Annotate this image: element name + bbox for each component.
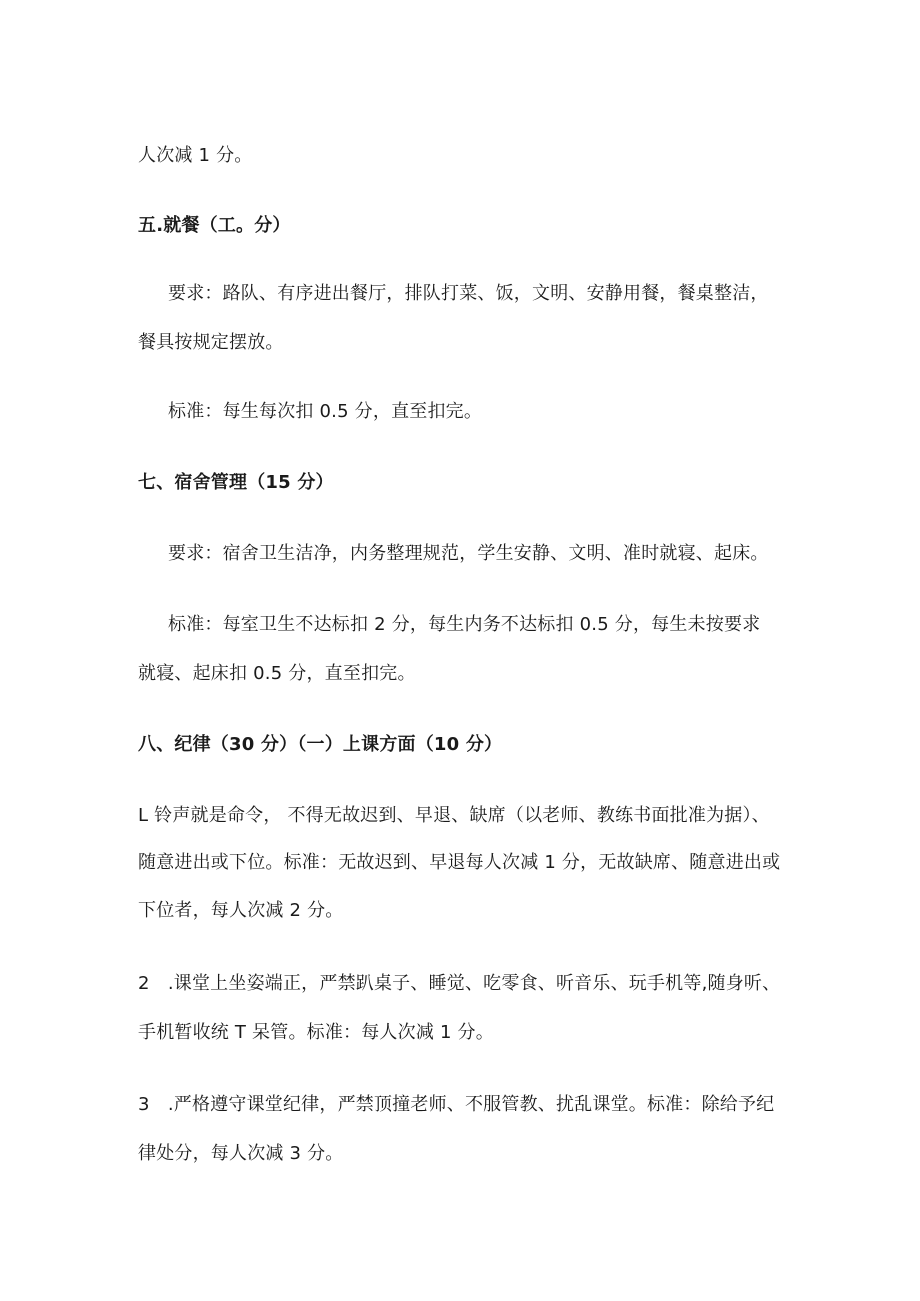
text-line: 要求：宿舍卫生洁净，内务整理规范，学生安静、文明、准时就寝、起床。 — [168, 543, 769, 564]
text-line: 标准：每室卫生不达标扣 2 分，每生内务不达标扣 0.5 分，每生未按要求 — [168, 614, 761, 635]
text-line: 3 .严格遵守课堂纪律，严禁顶撞老师、不服管教、扰乱课堂。标准：除给予纪 — [138, 1094, 775, 1115]
section-heading-dormitory: 七、宿舍管理（15 分） — [138, 472, 334, 493]
text-line: 就寝、起床扣 0.5 分，直至扣完。 — [138, 663, 416, 684]
text-line: 律处分，每人次减 3 分。 — [138, 1143, 344, 1164]
text-line: 餐具按规定摆放。 — [138, 332, 284, 353]
section-heading-dining: 五.就餐（工。分） — [138, 215, 291, 236]
text-line: 下位者，每人次减 2 分。 — [138, 900, 344, 921]
text-line: 手机暂收统 T 呆管。标准：每人次减 1 分。 — [138, 1022, 494, 1043]
text-line: 人次减 1 分。 — [138, 145, 253, 166]
text-line: 随意进出或下位。标准：无故迟到、早退每人次减 1 分，无故缺席、随意进出或 — [138, 852, 781, 873]
text-line: 2 .课堂上坐姿端正，严禁趴桌子、睡觉、吃零食、听音乐、玩手机等,随身听、 — [138, 973, 781, 994]
text-line: 标准：每生每次扣 0.5 分，直至扣完。 — [168, 401, 483, 422]
text-line: L 铃声就是命令， 不得无故迟到、早退、缺席（以老师、教练书面批准为据）、 — [138, 805, 770, 826]
text-line: 要求：路队、有序进出餐厅，排队打菜、饭，文明、安静用餐，餐桌整洁， — [168, 283, 769, 304]
section-heading-discipline: 八、纪律（30 分）（一）上课方面（10 分） — [138, 734, 503, 755]
